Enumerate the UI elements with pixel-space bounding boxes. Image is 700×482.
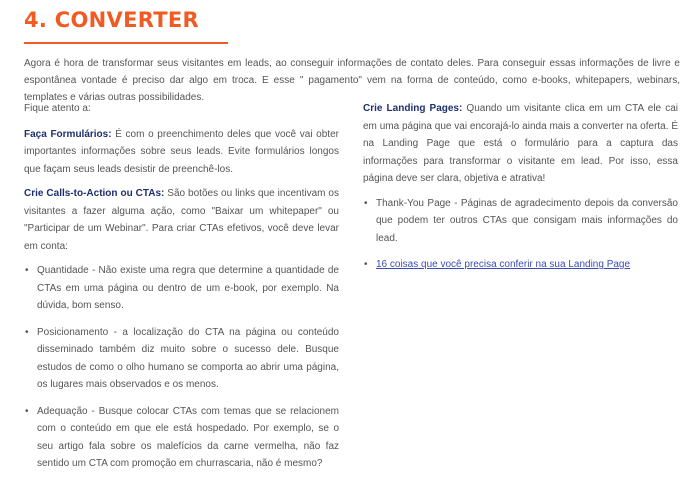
list-item — [363, 256, 678, 274]
intro-paragraph: Agora é hora de transformar seus visitantes em leads, ao conseguir informações de contato deles. Para conseguir essas informações de livre e espontânea vontade é preciso dar algo em troca. E esse " pagamento" vem na forma de conteúdo, como e-books, whitepapers, webinars, templates e várias outras possibilidades. — [24, 58, 680, 103]
title-underline — [24, 42, 228, 44]
landing-list — [363, 195, 678, 274]
attention-label: Fique atento a: — [24, 103, 91, 114]
landing-page-checklist-link[interactable]: 16 coisas que você precisa conferir na sua Landing Page — [376, 259, 631, 270]
forms-lead: Faça Formulários: — [24, 128, 112, 140]
forms-paragraph — [24, 126, 339, 179]
list-item: • Thank-You Page - Páginas de agradecimento depois da conversão que podem ter outros CTAs que consigam mais informações do lead. — [363, 195, 678, 248]
cta-criteria-list — [24, 262, 339, 473]
landing-paragraph — [363, 100, 678, 188]
list-item: • Adequação - Busque colocar CTAs com temas que se relacionem com o conteúdo em que ele está hospedado. Por exemplo, se o seu artigo fala sobre os malefícios da carne vermelha, não faz sentido um CTA com promoção em churrascaria, não é mesmo? — [24, 403, 339, 473]
right-column — [363, 100, 678, 283]
forms-text: É com o preenchimento deles que você vai obter importantes informações sobre seus leads. Evite formulários longos que façam seus leads desistir de preenchê-los. — [24, 128, 339, 175]
landing-lead: Crie Landing Pages: — [363, 103, 463, 114]
landing-text: Quando um visitante clica em um CTA ele cai em uma página que vai encorajá-lo ainda mais a converter na oferta. É na Landing Page que está o formulário para a captura das informações para transformar o visitante em lead. Por isso, essa página deve ser clara, objetiva e atrativa! — [363, 103, 678, 184]
ctas-lead: Crie Calls-to-Action ou CTAs: — [24, 188, 165, 199]
left-column — [24, 100, 339, 482]
ctas-text: São botões ou links que incentivam os visitantes a fazer alguma ação, como "Baixar um whitepaper" ou "Participar de um Webinar". Para criar CTAs efetivos, você deve levar em conta: — [24, 188, 339, 252]
list-item: • Quantidade - Não existe uma regra que determine a quantidade de CTAs em uma página ou dentro de um e-book, por exemplo. Na dúvida, bom senso. — [24, 262, 339, 315]
section-title: 4. CONVERTER — [24, 8, 200, 32]
list-item: • Posicionamento - a localização do CTA na página ou conteúdo disseminado também diz muito sobre o sucesso dele. Busque estudos de como o olho humano se comporta ao abrir uma página, os lugares mais observados e os menos. — [24, 324, 339, 394]
ctas-paragraph — [24, 185, 339, 255]
